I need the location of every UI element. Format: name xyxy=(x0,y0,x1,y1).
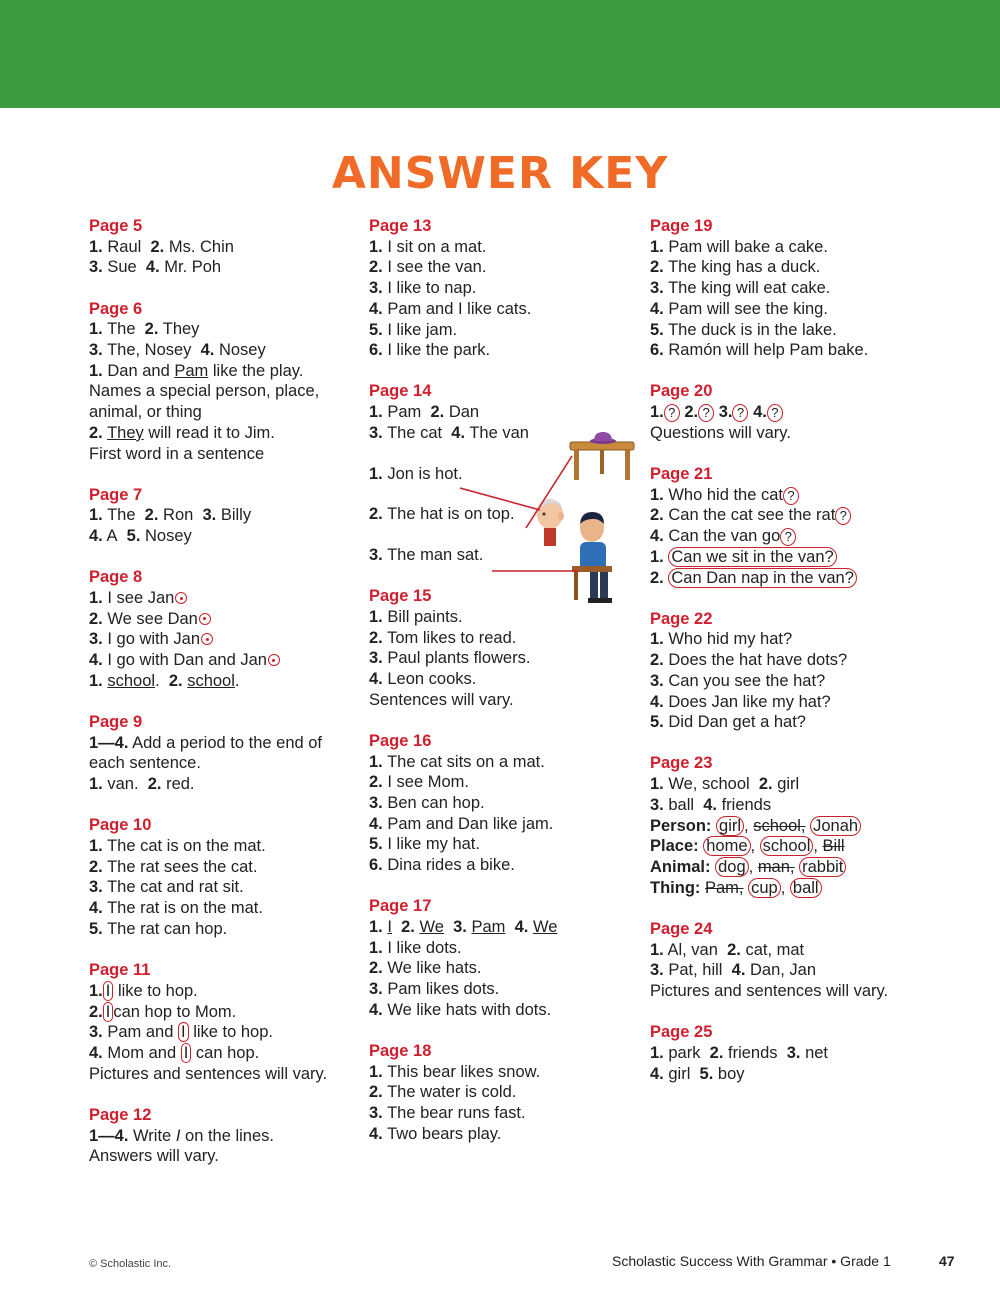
answer-section-page-13 xyxy=(369,216,634,361)
answer-column-3 xyxy=(650,216,950,1105)
answer-line: 1. Raul 2. Ms. Chin xyxy=(89,237,234,256)
answer-line: 4. Two bears play. xyxy=(369,1124,502,1143)
answer-section-page-17 xyxy=(369,896,634,1020)
noun-sort-thing: Thing: Pam, cup , ball xyxy=(650,878,950,899)
circled-period-mark xyxy=(199,613,211,625)
section-heading: Page 12 xyxy=(89,1105,152,1124)
section-heading: Page 9 xyxy=(89,713,143,732)
answer-line: 4. Pam will see the king. xyxy=(650,299,828,318)
answer-column-2 xyxy=(369,216,634,1165)
circled-question-mark: ? xyxy=(835,507,851,525)
answer-line: 1. Who hid my hat? xyxy=(650,630,793,649)
circled-answer: I xyxy=(181,1043,192,1063)
underlined-answer: Pam xyxy=(174,361,209,380)
answer-line: 1—4. Write I on the lines. xyxy=(89,1126,274,1145)
answer-line: 1. van. 2. red. xyxy=(89,775,195,794)
answer-line: 4. Leon cooks. xyxy=(369,669,477,688)
circled-period-mark xyxy=(268,654,280,666)
section-heading: Page 10 xyxy=(89,816,152,835)
noun-sort-animal: Animal: dog , man, rabbit xyxy=(650,857,950,878)
answer-line: 5. I like jam. xyxy=(369,320,458,339)
answer-line: 3. The, Nosey 4. Nosey xyxy=(89,341,266,360)
answer-line: Pictures and sentences will vary. xyxy=(89,1064,328,1083)
circled-answer: I xyxy=(178,1022,189,1042)
section-heading: Page 13 xyxy=(369,217,432,235)
crossed-out-word: Pam, xyxy=(705,878,744,897)
circled-answer: rabbit xyxy=(799,857,846,877)
answer-line: 4. I go with Dan and Jan xyxy=(89,650,354,671)
section-heading: Page 21 xyxy=(650,465,713,484)
answer-line: 3. I like to nap. xyxy=(369,279,477,298)
answer-section-page-20 xyxy=(650,381,950,443)
crossed-out-word: man, xyxy=(757,857,795,876)
answer-line: 1. I 2. We 3. Pam 4. We xyxy=(369,917,558,936)
circled-question-mark: ? xyxy=(664,404,680,422)
section-heading: Page 18 xyxy=(369,1042,432,1060)
circled-question-mark: ? xyxy=(783,487,799,505)
answer-line: 2. Can the cat see the rat ? xyxy=(650,505,950,526)
answer-section-page-7 xyxy=(89,485,354,547)
answer-line: 4. Pam and Dan like jam. xyxy=(369,814,554,833)
noun-sort-person: Person: girl , school, Jonah xyxy=(650,816,950,837)
answer-section-page-16 xyxy=(369,731,634,876)
answer-section-page-22 xyxy=(650,609,950,733)
answer-line: 3. ball 4. friends xyxy=(650,795,772,814)
crossed-out-word: school, xyxy=(753,816,806,835)
match-line: 3. The man sat. xyxy=(369,545,484,564)
answer-line: 3. The bear runs fast. xyxy=(369,1104,526,1123)
section-heading: Page 14 xyxy=(369,382,432,401)
section-heading: Page 5 xyxy=(89,217,143,235)
old-man-icon xyxy=(537,499,564,546)
answer-line: 2. We see Dan xyxy=(89,609,354,630)
page-number: 47 xyxy=(939,1253,955,1269)
section-heading: Page 6 xyxy=(89,299,143,318)
top-banner xyxy=(0,0,1000,108)
circled-question-mark: ? xyxy=(767,404,783,422)
circled-question-mark: ? xyxy=(732,404,748,422)
answer-line: 2. We like hats. xyxy=(369,959,482,978)
circled-answer: girl xyxy=(716,816,744,836)
answer-line: 3. Ben can hop. xyxy=(369,793,485,812)
answer-line: 1. The cat is on the mat. xyxy=(89,837,266,856)
section-heading: Page 23 xyxy=(650,754,713,773)
answer-section-page-24 xyxy=(650,919,950,1002)
matching-illustration xyxy=(460,428,640,608)
answer-section-page-8 xyxy=(89,567,354,691)
circled-answer: Can Dan nap in the van? xyxy=(668,568,857,588)
section-heading: Page 17 xyxy=(369,897,432,916)
underlined-answer: Pam xyxy=(471,917,506,936)
circled-answer: I xyxy=(103,981,114,1001)
copyright-notice: © Scholastic Inc. xyxy=(89,1258,172,1270)
answer-line: 1. Al, van 2. cat, mat xyxy=(650,940,805,959)
section-heading: Page 15 xyxy=(369,587,432,606)
answer-line: Sentences will vary. xyxy=(369,690,514,709)
answer-line: 4. Does Jan like my hat? xyxy=(650,692,831,711)
underlined-answer: school xyxy=(107,671,156,690)
answer-line: 3. Paul plants flowers. xyxy=(369,649,531,668)
answer-line: animal, or thing xyxy=(89,403,202,422)
circled-answer: dog xyxy=(715,857,749,877)
answer-line: 4. Mom and I can hop. xyxy=(89,1043,260,1062)
answer-line: 3. Pat, hill 4. Dan, Jan xyxy=(650,961,817,980)
book-title-footer: Scholastic Success With Grammar • Grade 1 xyxy=(612,1253,891,1269)
noun-sort-place: Place: home , school , Bill xyxy=(650,837,845,856)
circled-period-mark xyxy=(201,633,213,645)
answer-section-page-6 xyxy=(89,299,354,465)
answer-line: 1. school. 2. school. xyxy=(89,671,240,690)
seated-man-icon xyxy=(572,512,612,603)
answer-line: 4. The rat is on the mat. xyxy=(89,899,263,918)
answer-line: 2. I see the van. xyxy=(369,258,487,277)
underlined-answer: I xyxy=(387,917,392,936)
answer-line: 5. I like my hat. xyxy=(369,835,480,854)
answer-line: 1. park 2. friends 3. net xyxy=(650,1043,828,1062)
answer-line: 1. The cat sits on a mat. xyxy=(369,752,545,771)
answer-line: 1. The 2. They xyxy=(89,320,200,339)
answer-line: 1. This bear likes snow. xyxy=(369,1062,541,1081)
answer-line: 1. Pam 2. Dan xyxy=(369,403,480,422)
answer-line: 3. Pam likes dots. xyxy=(369,980,500,999)
answer-section-page-11 xyxy=(89,960,354,1084)
answer-line: 5. Did Dan get a hat? xyxy=(650,713,806,732)
answer-line: 3. The king will eat cake. xyxy=(650,279,831,298)
answer-line: 1. I sit on a mat. xyxy=(369,237,487,256)
answer-line: 6. Ramón will help Pam bake. xyxy=(650,341,869,360)
crossed-out-word: Bill xyxy=(822,837,845,856)
answer-line: 6. Dina rides a bike. xyxy=(369,856,515,875)
answer-line: 3. Sue 4. Mr. Poh xyxy=(89,258,222,277)
answer-line: 2. I can hop to Mom. xyxy=(89,1002,237,1021)
answer-line: 1. Can we sit in the van? xyxy=(650,547,950,568)
answer-line: 2. I see Mom. xyxy=(369,773,469,792)
answer-line: 1. ? 2. ? 3. ? 4. ? xyxy=(650,402,950,423)
answer-line: First word in a sentence xyxy=(89,444,265,463)
answer-line: 3. I go with Jan xyxy=(89,629,354,650)
section-heading: Page 8 xyxy=(89,568,143,587)
answer-line: 1. I like dots. xyxy=(369,938,462,957)
answer-line: 2. Can Dan nap in the van? xyxy=(650,568,950,589)
answer-line: 1. We, school 2. girl xyxy=(650,775,800,794)
page-title: ANSWER KEY xyxy=(331,148,669,199)
circled-answer: school xyxy=(760,836,814,856)
section-heading: Page 7 xyxy=(89,485,143,504)
answer-line: 5. The rat can hop. xyxy=(89,919,228,938)
section-heading: Page 16 xyxy=(369,731,432,750)
answer-line: 4. Pam and I like cats. xyxy=(369,299,532,318)
circled-question-mark: ? xyxy=(698,404,714,422)
answer-line: 4. Can the van go ? xyxy=(650,526,950,547)
answer-line: 2. The rat sees the cat. xyxy=(89,857,258,876)
answer-line: 1. The 2. Ron 3. Billy xyxy=(89,506,252,525)
answer-line: Names a special person, place, xyxy=(89,382,320,401)
answer-line: 2. They will read it to Jim. xyxy=(89,423,275,442)
answer-line: 3. Pam and I like to hop. xyxy=(89,1023,273,1042)
answer-section-page-21 xyxy=(650,464,950,588)
answer-line: 1. Who hid the cat ? xyxy=(650,485,950,506)
section-heading: Page 20 xyxy=(650,382,713,401)
circled-question-mark: ? xyxy=(780,528,796,546)
answer-line: 4. A 5. Nosey xyxy=(89,527,192,546)
answer-line: 2. Tom likes to read. xyxy=(369,628,517,647)
underlined-answer: We xyxy=(532,917,558,936)
answer-section-page-18 xyxy=(369,1041,634,1145)
match-line: 1. Jon is hot. xyxy=(369,464,463,483)
answer-line: 5. The duck is in the lake. xyxy=(650,320,837,339)
match-line: 2. The hat is on top. xyxy=(369,505,515,524)
answer-line: 6. I like the park. xyxy=(369,341,491,360)
answer-line: 1—4. Add a period to the end of xyxy=(89,733,323,752)
answer-line: 1. Bill paints. xyxy=(369,607,463,626)
section-heading: Page 24 xyxy=(650,919,713,938)
answer-line: 3. The cat 4. The van xyxy=(369,423,529,442)
answer-column-1 xyxy=(89,216,354,1187)
circled-answer: Can we sit in the van? xyxy=(668,547,836,567)
answer-section-page-5 xyxy=(89,216,354,278)
answer-line: each sentence. xyxy=(89,754,201,773)
answer-line: 1. I see Jan xyxy=(89,588,354,609)
section-heading: Page 19 xyxy=(650,217,713,235)
underlined-answer: We xyxy=(419,917,444,936)
circled-period-mark xyxy=(175,592,187,604)
answer-line: Pictures and sentences will vary. xyxy=(650,982,889,1000)
circled-answer: cup xyxy=(748,878,781,898)
answer-line: 3. The cat and rat sit. xyxy=(89,878,244,897)
circled-answer: home xyxy=(703,836,750,856)
answer-section-page-9 xyxy=(89,712,354,795)
answer-line: Questions will vary. xyxy=(650,423,791,442)
answer-section-page-12 xyxy=(89,1105,354,1167)
answer-section-page-19 xyxy=(650,216,950,361)
circled-answer: I xyxy=(103,1002,114,1022)
answer-section-page-25 xyxy=(650,1022,950,1084)
answer-line: 1. Pam will bake a cake. xyxy=(650,237,828,256)
answer-line: 2. The water is cold. xyxy=(369,1083,517,1102)
answer-line: 3. Can you see the hat? xyxy=(650,671,826,690)
answer-line: 4. girl 5. boy xyxy=(650,1064,745,1083)
answer-section-page-23 xyxy=(650,753,950,898)
answer-section-page-10 xyxy=(89,815,354,939)
answer-line: 2. The king has a duck. xyxy=(650,258,821,277)
section-heading: Page 25 xyxy=(650,1023,713,1042)
circled-answer: ball xyxy=(790,878,822,898)
underlined-answer: school xyxy=(187,671,235,690)
answer-line: 2. Does the hat have dots? xyxy=(650,651,848,670)
table-with-hat-icon xyxy=(570,432,634,480)
answer-line: 1. I like to hop. xyxy=(89,981,198,1000)
underlined-answer: They xyxy=(107,423,144,442)
section-heading: Page 11 xyxy=(89,961,151,980)
answer-line: 4. We like hats with dots. xyxy=(369,1000,552,1019)
section-heading: Page 22 xyxy=(650,609,713,628)
answer-line: Answers will vary. xyxy=(89,1147,219,1166)
answer-line: 1. Dan and Pam like the play. xyxy=(89,361,304,380)
circled-answer: Jonah xyxy=(810,816,861,836)
